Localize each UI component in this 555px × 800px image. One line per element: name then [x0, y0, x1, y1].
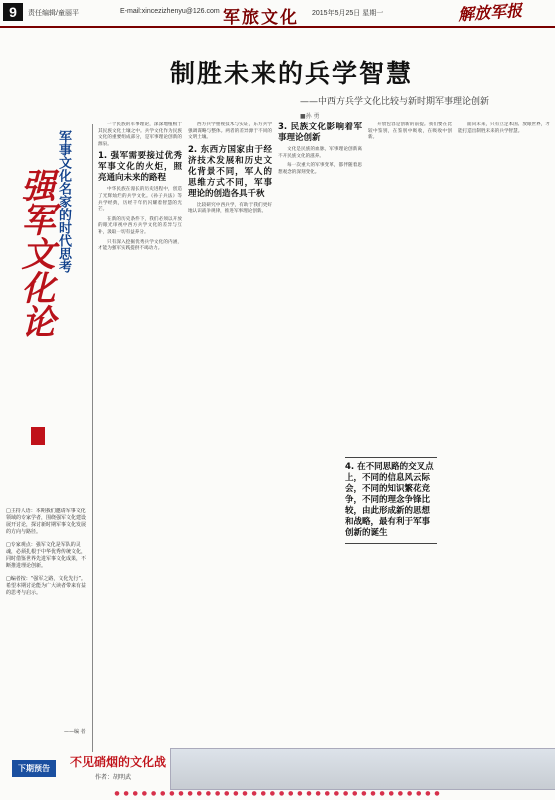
sidebar-notes: [6, 508, 90, 738]
note-paragraph: □专家观点：强军文化是军队的灵魂，必须扎根于中华优秀传统文化，同时借鉴世界先进军事文化成果，不断推进理论创新。: [6, 542, 87, 569]
body-paragraph: 面向未来，只有立足本国、放眼世界，才能打造出制胜未来的兵学智慧。: [458, 122, 550, 134]
body-paragraph: 一个民族的军事理论，深深地植根于其民族文化土壤之中。兵学文化作为民族文化的重要组成部分，是军事理论创新的源泉。: [98, 122, 182, 147]
editor-credit: 责任编辑/童丽平: [28, 10, 79, 17]
section-2-heading: 2. 东西方国家由于经济技术发展和历史文化背景不同，军人的思维方式不同，军事理论的创造各具千秋: [188, 144, 272, 199]
note-paragraph: □编者按：“强军之路，文化先行”。希望本期讨论能为广大读者带来有益的思考与启示。: [6, 576, 87, 596]
next-issue-title: 不见硝烟的文化战: [70, 755, 167, 769]
body-paragraph: 比较研究中西兵学，有助于我们更好地认识战争规律，推进军事理论创新。: [188, 202, 272, 215]
column-divider: [92, 124, 93, 752]
crowd-photo: [170, 748, 555, 790]
next-issue-label: 下期预告: [12, 760, 56, 777]
author-byline: ■孙 勇: [300, 113, 320, 120]
body-paragraph: 只有深入挖掘优秀兵学文化的内涵，才能为强军实践提供不竭动力。: [98, 239, 182, 252]
section-1-heading: 1. 强军需要接过优秀军事文化的火炬，照亮通向未来的路程: [98, 151, 182, 184]
article-column-5: [458, 122, 550, 742]
section-3-heading: 3. 民族文化影响着军事理论创新: [278, 122, 362, 143]
body-paragraph: 在新的历史条件下，我们必须以开放的眼光审视中西方兵学文化的差异与互补，汲取一切有益养分。: [98, 216, 182, 235]
series-title: 军事文化名家的时代思考: [56, 130, 71, 273]
article-column-1: [98, 122, 182, 742]
headline: 制胜未来的兵学智慧: [170, 59, 414, 88]
article-column-3: [278, 122, 362, 742]
article-column-4: [368, 122, 452, 452]
body-paragraph: 中华民族在漫长的历史进程中，创造了光辉灿烂的兵学文化。《孙子兵法》等兵学经典，历经千年仍闪耀着智慧的光芒。: [98, 187, 182, 213]
subheadline: ——中西方兵学文化比较与新时期军事理论创新: [300, 97, 490, 107]
pull-quote: 4. 在不同思路的交叉点上，不同的信息风云际会，不同的知识繁花竞争，不同的理念争锋比较，由此形成新的思想和战略，最有利于军事创新的诞生: [345, 457, 437, 544]
email-address: E-mail:xincezizhenyu@126.com: [120, 8, 220, 15]
body-paragraph: 开放包容是创新的前提。我们要在比较中鉴别，在鉴别中吸收，在吸收中创新。: [368, 122, 452, 141]
newspaper-logo: 解放军报: [457, 0, 523, 25]
section-title: 军旅文化: [223, 8, 299, 28]
body-paragraph: 每一次重大的军事变革，都伴随着思想观念的深刻变化。: [278, 163, 362, 175]
red-seal-stamp: [31, 427, 45, 445]
note-paragraph: □主持人语：本期我们邀请军事文化领域的专家学者，围绕强军文化建设展开讨论，探讨新时期军事文化发展的方向与路径。: [6, 508, 87, 535]
calligraphy-title: 强军文化论: [15, 168, 55, 338]
decorative-dots: ● ● ● ● ● ● ● ● ● ● ● ● ● ● ● ● ● ● ● ● ● ● ● ● ● ● ● ● ● ● ● ● ● ● ● ●: [114, 790, 441, 797]
article-column-2: [188, 122, 272, 742]
page-header: [0, 0, 555, 28]
page-number: 9: [3, 3, 23, 21]
body-paragraph: 西方兵学重视技术与实证，东方兵学强调谋略与整体。两者的差异源于不同的文明土壤。: [188, 122, 272, 141]
next-issue-author: 作者：胡明武: [95, 774, 132, 781]
issue-date: 2015年5月25日 星期一: [312, 10, 384, 17]
sidebar-signer: ——编 者: [64, 729, 86, 735]
body-paragraph: 文化是民族的血脉，军事理论创新离不开民族文化的滋养。: [278, 147, 362, 159]
